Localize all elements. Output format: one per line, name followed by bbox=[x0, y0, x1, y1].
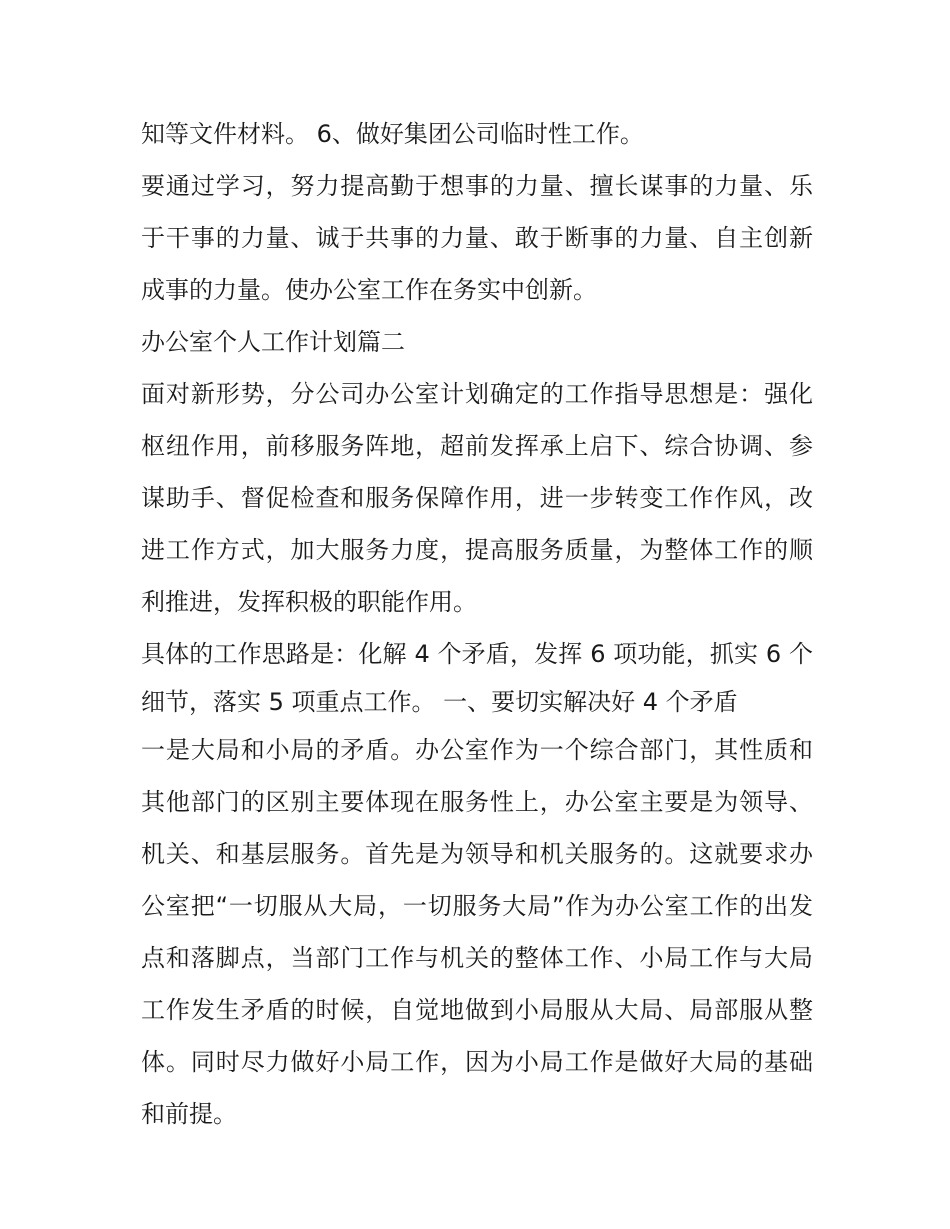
text-line: 体。同时尽力做好小局工作，因为小局工作是做好大局的基础 bbox=[141, 1048, 813, 1076]
document-body bbox=[141, 108, 813, 1140]
text-line: 利推进，发挥积极的职能作用。 bbox=[141, 588, 477, 616]
text-line: 要通过学习，努力提高勤于想事的力量、擅长谋事的力量、乐 bbox=[141, 172, 813, 200]
text-line: 谋助手、督促检查和服务保障作用，进一步转变工作作风，改 bbox=[141, 484, 813, 512]
text-line: 公室把“一切服从大局，一切服务大局”作为办公室工作的出发 bbox=[141, 892, 813, 920]
text-line: 其他部门的区别主要体现在服务性上，办公室主要是为领导、 bbox=[141, 788, 813, 816]
text-line: 知等文件材料。 6、做好集团公司临时性工作。 bbox=[141, 120, 644, 148]
text-line: 枢纽作用，前移服务阵地，超前发挥承上启下、综合协调、参 bbox=[141, 432, 813, 460]
text-line: 点和落脚点，当部门工作与机关的整体工作、小局工作与大局 bbox=[141, 944, 813, 972]
text-line: 机关、和基层服务。首先是为领导和机关服务的。这就要求办 bbox=[141, 840, 813, 868]
section-heading: 办公室个人工作计划篇二 bbox=[141, 328, 405, 356]
text-line: 细节，落实 5 项重点工作。 一、要切实解决好 4 个矛盾 bbox=[141, 688, 738, 716]
text-line: 工作发生矛盾的时候，自觉地做到小局服从大局、局部服从整 bbox=[141, 996, 813, 1024]
text-line: 面对新形势，分公司办公室计划确定的工作指导思想是：强化 bbox=[141, 380, 813, 408]
text-line: 成事的力量。使办公室工作在务实中创新。 bbox=[141, 276, 597, 304]
text-line: 进工作方式，加大服务力度，提高服务质量，为整体工作的顺 bbox=[141, 536, 813, 564]
text-line: 和前提。 bbox=[141, 1100, 237, 1128]
text-line: 一是大局和小局的矛盾。办公室作为一个综合部门，其性质和 bbox=[141, 736, 813, 764]
text-line: 于干事的力量、诚于共事的力量、敢于断事的力量、自主创新 bbox=[141, 224, 813, 252]
text-line: 具体的工作思路是：化解 4 个矛盾，发挥 6 项功能，抓实 6 个 bbox=[141, 640, 813, 668]
